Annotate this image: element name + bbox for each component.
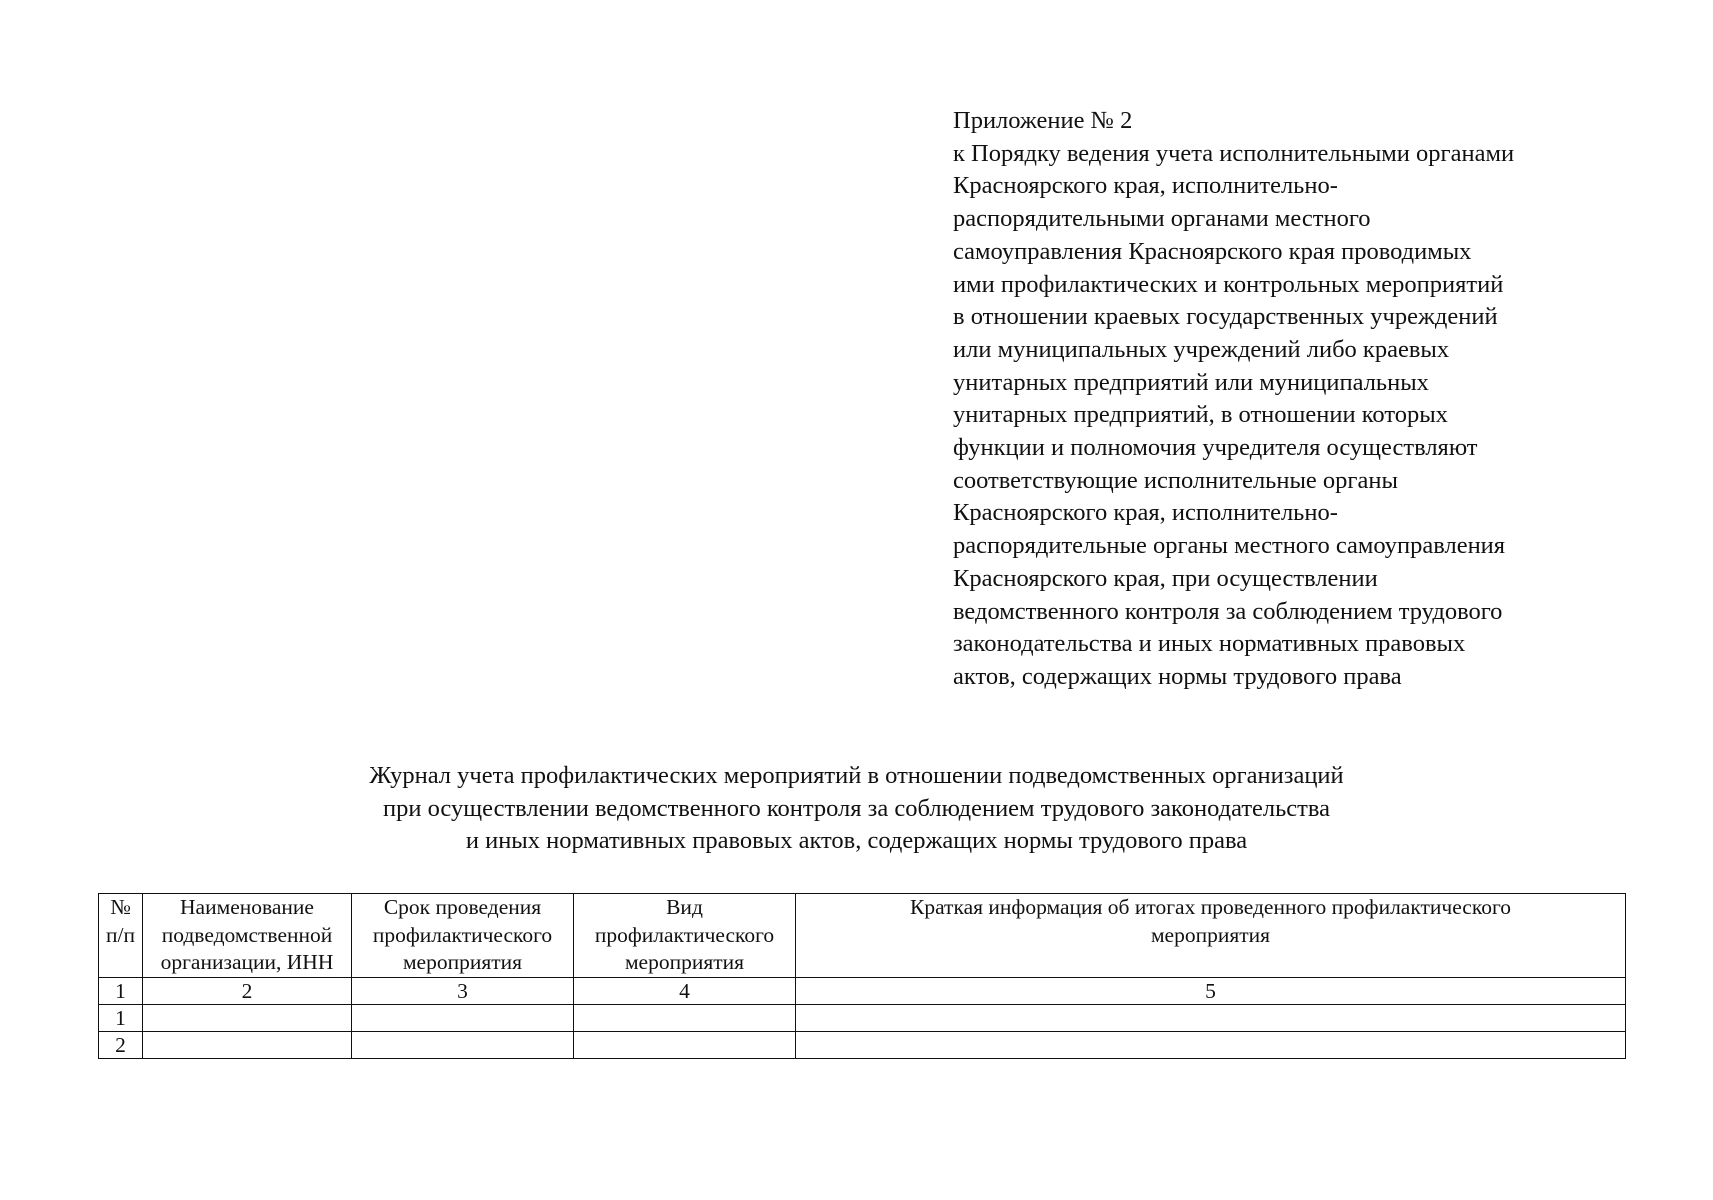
- row-number-cell: 2: [99, 1032, 143, 1059]
- results-summary-cell: [796, 1005, 1626, 1032]
- appendix-text-line: ведомственного контроля за соблюдением трудового: [953, 597, 1503, 625]
- appendix-text-line: Красноярского края, при осуществлении: [953, 564, 1378, 592]
- journal-title-line: Журнал учета профилактических мероприятий в отношении подведомственных организаций: [369, 762, 1344, 789]
- column-number-cell: 1: [99, 978, 143, 1005]
- event-term-cell: [352, 1005, 574, 1032]
- appendix-text-line: ими профилактических и контрольных мероприятий: [953, 270, 1504, 298]
- organization-name-cell: [143, 1032, 352, 1059]
- appendix-text-line: унитарных предприятий или муниципальных: [953, 368, 1429, 396]
- column-number-cell: 2: [143, 978, 352, 1005]
- appendix-text-line: актов, содержащих нормы трудового права: [953, 662, 1402, 690]
- row-number-cell: 1: [99, 1005, 143, 1032]
- appendix-text-line: самоуправления Красноярского края проводимых: [953, 237, 1472, 265]
- appendix-text-line: Красноярского края, исполнительно-: [953, 499, 1338, 527]
- header-event-term: Срок проведения профилактического мероприятия: [352, 894, 574, 978]
- appendix-text-line: функции и полномочия учредителя осуществляют: [953, 434, 1478, 462]
- event-type-cell: [574, 1005, 796, 1032]
- appendix-text-line: или муниципальных учреждений либо краевых: [953, 335, 1450, 363]
- header-organization-name: Наименование подведомственной организации, ИНН: [143, 894, 352, 978]
- event-type-cell: [574, 1032, 796, 1059]
- appendix-text-line: Красноярского края, исполнительно-: [953, 172, 1338, 200]
- journal-table: [98, 893, 1626, 1059]
- journal-title-line: при осуществлении ведомственного контроля за соблюдением трудового законодательства: [382, 794, 1331, 822]
- organization-name-cell: [143, 1005, 352, 1032]
- column-number-cell: 4: [574, 978, 796, 1005]
- journal-title-line: и иных нормативных правовых актов, содержащих нормы трудового права: [465, 827, 1248, 854]
- appendix-text-line: в отношении краевых государственных учреждений: [953, 303, 1498, 331]
- journal-title: [0, 760, 1713, 858]
- appendix-text-line: распорядительными органами местного: [953, 205, 1371, 233]
- header-results-summary: Краткая информация об итогах проведенного профилактического мероприятия: [796, 894, 1626, 978]
- table-row: [99, 1005, 1626, 1032]
- header-number: № п/п: [99, 894, 143, 978]
- appendix-text-line: унитарных предприятий, в отношении которых: [953, 401, 1448, 429]
- event-term-cell: [352, 1032, 574, 1059]
- appendix-text-line: законодательства и иных нормативных правовых: [953, 630, 1466, 658]
- column-numbering-row: [99, 978, 1626, 1005]
- appendix-text-line: к Порядку ведения учета исполнительными органами: [953, 139, 1515, 167]
- appendix-text-line: распорядительные органы местного самоуправления: [953, 532, 1506, 560]
- appendix-text-line: соответствующие исполнительные органы: [953, 466, 1398, 494]
- appendix-title: Приложение № 2: [953, 107, 1133, 134]
- results-summary-cell: [796, 1032, 1626, 1059]
- table-row: [99, 1032, 1626, 1059]
- table-header-row: [99, 894, 1626, 978]
- header-event-type: Вид профилактического мероприятия: [574, 894, 796, 978]
- column-number-cell: 3: [352, 978, 574, 1005]
- column-number-cell: 5: [796, 978, 1626, 1005]
- appendix-caption: [953, 105, 1653, 694]
